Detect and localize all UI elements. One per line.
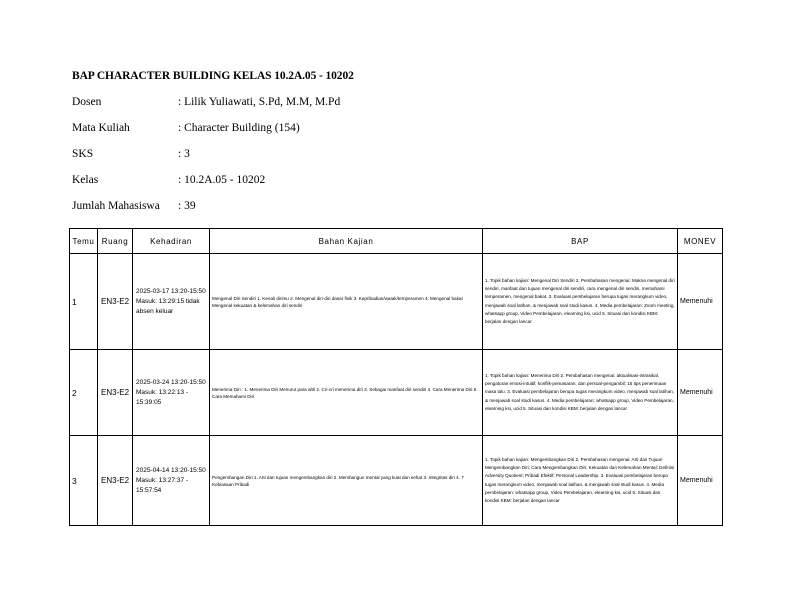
cell-bahan-kajian: Mengenal Diri Sendiri 1. Kenali dirimu 2. Mengenal diri-diri dasar fisik 3. Kepribadian/watak/temperamen 4. Mengenal bakat Mengenal kekuatan & kelemahan diri sendiri [210, 254, 483, 350]
info-value: : Lilik Yuliawati, S.Pd, M.M, M.Pd [178, 96, 341, 108]
table-header-row [70, 229, 723, 254]
cell-kehadiran: 2025-03-24 13:20-15:50 Masuk: 13:22:13 - 15:39:05 [133, 350, 210, 436]
cell-kehadiran: 2025-04-14 13:20-15:50 Masuk: 13:27:37 - 15:57:54 [133, 436, 210, 526]
cell-monev: Memenuhi [678, 350, 723, 436]
cell-bahan-kajian: Pengembangan Diri 1. Arti dan tujuan mengembangkan diri 2. Membangun mental yang kuat dan sehat 3. Integritas diri 4. 7 Kebiasaan Pribadi [210, 436, 483, 526]
info-label: Mata Kuliah [72, 122, 130, 134]
cell-temu: 3 [70, 436, 98, 526]
cell-bap: 1. Topik bahan kajian: Mengembangkan Diri 2. Pembahasan mengenai: Arti dan Tujuan Mengembangkan Diri; Cara Mengembangkan Diri; Kekuatan dan Kelemahan Mental; Definisi Adversity Quotient; Pribadi Efektif; Personal Leadership. 3. Evaluasi pembelajaran berupa tugas merangkum video, menjawab soal latihan, & menjawab soal studi kasus. 4. Media pembelajaran: whatsapp group, Video Pembelajaran, elearning ksi, ucid 5. Situasi dan kondisi KBM: berjalan dengan lancar [483, 436, 678, 526]
cell-temu: 2 [70, 350, 98, 436]
document-title: BAP CHARACTER BUILDING KELAS 10.2A.05 - 10202 [72, 70, 354, 82]
table-row [70, 254, 723, 350]
info-value: : Character Building (154) [178, 122, 300, 134]
info-row-kelas [72, 174, 340, 200]
cell-temu: 1 [70, 254, 98, 350]
header-monev: MONEV [678, 229, 723, 254]
table-row [70, 436, 723, 526]
cell-bahan-kajian: Menerima Diri : 1. Menerima Diri Menurut para ahli 2. Cri-cri menerima diri 3. Sebagai manfaat diri sendiri 4. Cara Menerima Diri 5. Cara Memahami Diri [210, 350, 483, 436]
cell-ruang: EN3-E2 [98, 254, 133, 350]
cell-kehadiran: 2025-03-17 13:20-15:50 Masuk: 13:29:15 tidak absen keluar [133, 254, 210, 350]
info-row-mata-kuliah [72, 122, 340, 148]
cell-bap: 1. Topik bahan kajian: Mengenal Diri Sendiri 2. Pembahasan mengenai: Makna mengenal diri sendiri, manfaat dan tujuan mengenal diri sendiri, cara mengenal diri sendiri, memahami temperamen, mengenal bakat. 3. Evaluasi pembelajaran berupa tugas merangkum video, menjawab soal latihan, & menjawab soal studi kasus. 4. Media pembelajaran: Zoom meeting, whatsapp group, Video Pembelajaran, elearning ksi, ucid 5. Situasi dan kondisi KBM: berjalan dengan lancar [483, 254, 678, 350]
info-label: Kelas [72, 174, 99, 186]
header-kehadiran: Kehadiran [133, 229, 210, 254]
info-label: Jumlah Mahasiswa [72, 200, 160, 212]
bap-table [69, 228, 723, 526]
header-temu: Temu [70, 229, 98, 254]
header-ruang: Ruang [98, 229, 133, 254]
cell-monev: Memenuhi [678, 254, 723, 350]
cell-ruang: EN3-E2 [98, 350, 133, 436]
info-value: : 39 [178, 200, 196, 212]
info-row-dosen [72, 96, 340, 122]
header-bap: BAP [483, 229, 678, 254]
info-row-jumlah-mahasiswa [72, 200, 340, 226]
table-row [70, 350, 723, 436]
cell-monev: Memenuhi [678, 436, 723, 526]
info-value: : 10.2A.05 - 10202 [178, 174, 266, 186]
course-info [72, 96, 340, 226]
cell-ruang: EN3-E2 [98, 436, 133, 526]
header-bahan-kajian: Bahan Kajian [210, 229, 483, 254]
info-row-sks [72, 148, 340, 174]
info-label: Dosen [72, 96, 102, 108]
cell-bap: 1. Topik bahan kajian: Menerima Diri 2. Pembahasan mengenai: aktualisasi-intrasikal, pengaturan emosi-intuitif, konflik-pemasaran, dan persoal-pengambil; 15 tips penerimaan masa lalu. 3. Evaluasi pembelajaran berupa tugas merangkum video, menjawab soal latihan, & menjawab soal studi kasus. 4. Media pembelajaran: whatsapp group, Video Pembelajaran, elearning ksi, ucid 5. Situasi dan kondisi KBM: berjalan dengan lancar [483, 350, 678, 436]
info-label: SKS [72, 148, 94, 160]
info-value: : 3 [178, 148, 190, 160]
